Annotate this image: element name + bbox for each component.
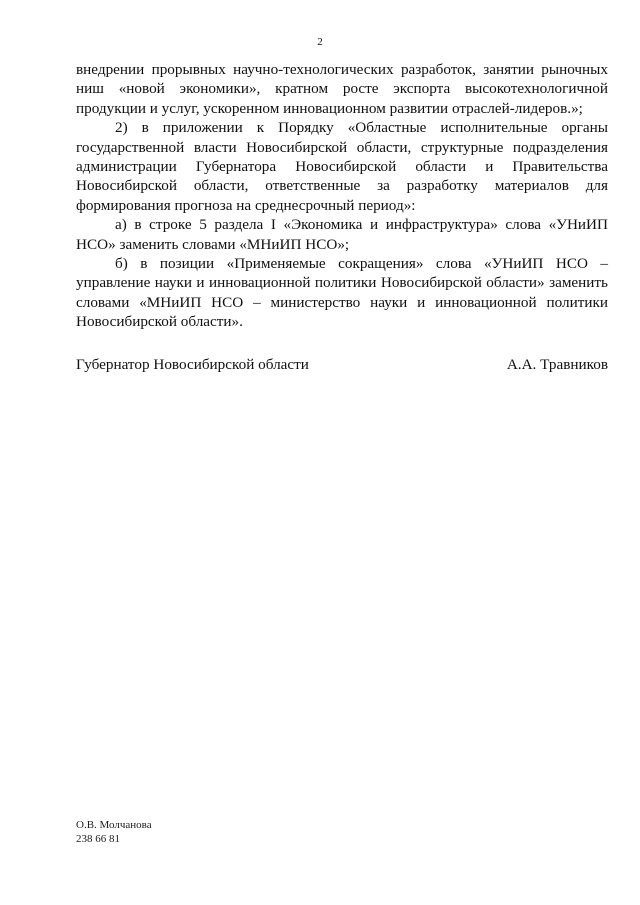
paragraph-item-2: 2) в приложении к Порядку «Областные исполнительные органы государственной власти Новосибирской области, структурные подразделения администрации Губернатора Новосибирской области и Правительства Новосибирской области, ответственные за разработку материалов для формирования прогноза на среднесрочный период»:	[76, 119, 608, 214]
executor-phone: 238 66 81	[76, 833, 120, 845]
page-number: 2	[317, 36, 323, 48]
signature-block	[76, 355, 608, 374]
signatory-name: А.А. Травников	[506, 356, 608, 373]
paragraph-subitem-b: б) в позиции «Применяемые сокращения» слова «УНиИП НСО – управление науки и инновационной политики Новосибирской области» заменить словами «МНиИП НСО – министерство науки и инновационной политики Новосибирской области».	[76, 255, 608, 331]
executor-block	[76, 818, 152, 846]
document-body	[76, 60, 608, 332]
paragraph-continuation: внедрении прорывных научно-технологических разработок, занятии рыночных ниш «новой экономики», кратном росте экспорта высокотехнологичной продукции и услуг, ускоренном инновационном развитии отраслей-лидеров.»;	[76, 61, 608, 117]
signatory-position: Губернатор Новосибирской области	[76, 356, 309, 373]
executor-name: О.В. Молчанова	[76, 819, 152, 831]
paragraph-subitem-a: а) в строке 5 раздела I «Экономика и инфраструктура» слова «УНиИП НСО» заменить словами «МНиИП НСО»;	[76, 216, 608, 253]
